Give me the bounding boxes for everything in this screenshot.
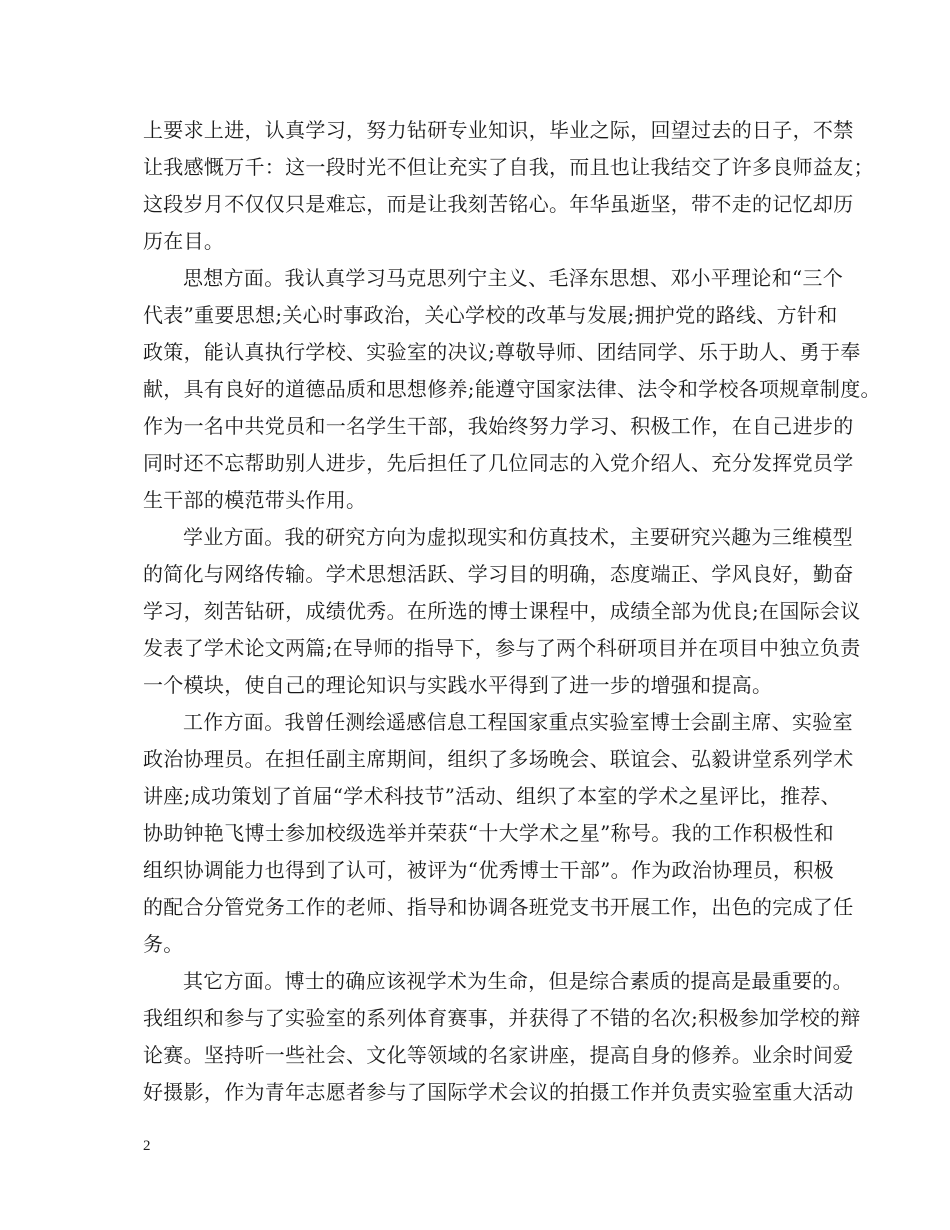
text-line: 同时还不忘帮助别人进步，先后担任了几位同志的入党介绍人、充分发挥党员学 bbox=[143, 451, 854, 475]
text-line: 论赛。坚持听一些社会、文化等领域的名家讲座，提高自身的修养。业余时间爱 bbox=[143, 1043, 854, 1067]
text-line: 上要求上进，认真学习，努力钻研专业知识，毕业之际，回望过去的日子，不禁 bbox=[143, 118, 854, 142]
document-body bbox=[143, 112, 881, 1111]
text-line: 思想方面。我认真学习马克思列宁主义、毛泽东思想、邓小平理论和“三个 bbox=[183, 266, 844, 290]
paragraph-ideology bbox=[143, 260, 881, 519]
text-line: 讲座;成功策划了首届“学术科技节”活动、组织了本室的学术之星评比，推荐、 bbox=[143, 784, 841, 808]
text-line: 让我感慨万千：这一段时光不但让充实了自我，而且也让我结交了许多良师益友； bbox=[143, 155, 874, 179]
text-line: 其它方面。博士的确应该视学术为生命，但是综合素质的提高是最重要的。 bbox=[183, 969, 853, 993]
text-line: 生干部的模范带头作用。 bbox=[143, 488, 367, 512]
text-line: 协助钟艳飞博士参加校级选举并荣获“十大学术之星”称号。我的工作积极性和 bbox=[143, 821, 834, 845]
text-line: 政策，能认真执行学校、实验室的决议;尊敬导师、团结同学、乐于助人、勇于奉 bbox=[143, 340, 861, 364]
paragraph-work bbox=[143, 704, 854, 963]
paragraph-intro-continuation bbox=[143, 112, 874, 260]
text-line: 的配合分管党务工作的老师、指导和协调各班党支书开展工作，出色的完成了任 bbox=[143, 895, 854, 919]
text-line: 好摄影，作为青年志愿者参与了国际学术会议的拍摄工作并负责实验室重大活动 bbox=[143, 1080, 854, 1104]
text-line: 我组织和参与了实验室的系列体育赛事，并获得了不错的名次;积极参加学校的辩 bbox=[143, 1006, 861, 1030]
text-line: 一个模块，使自己的理论知识与实践水平得到了进一步的增强和提高。 bbox=[143, 673, 773, 697]
text-line: 学业方面。我的研究方向为虚拟现实和仿真技术，主要研究兴趣为三维模型 bbox=[183, 525, 853, 549]
text-line: 代表”重要思想;关心时事政治，关心学校的改革与发展;拥护党的路线、方针和 bbox=[143, 303, 838, 327]
text-line: 政治协理员。在担任副主席期间，组织了多场晚会、联谊会、弘毅讲堂系列学术 bbox=[143, 747, 854, 771]
text-line: 学习，刻苦钻研，成绩优秀。在所选的博士课程中，成绩全部为优良;在国际会议 bbox=[143, 599, 861, 623]
text-line: 这段岁月不仅仅只是难忘，而是让我刻苦铭心。年华虽逝坚，带不走的记忆却历 bbox=[143, 192, 854, 216]
text-line: 发表了学术论文两篇;在导师的指导下，参与了两个科研项目并在项目中独立负责 bbox=[143, 636, 861, 660]
text-line: 工作方面。我曾任测绘遥感信息工程国家重点实验室博士会副主席、实验室 bbox=[183, 710, 853, 734]
page-number: 2 bbox=[143, 1138, 151, 1154]
text-line: 务。 bbox=[143, 932, 184, 956]
paragraph-other bbox=[143, 963, 861, 1111]
text-line: 作为一名中共党员和一名学生干部，我始终努力学习、积极工作，在自己进步的 bbox=[143, 414, 854, 438]
text-line: 献，具有良好的道德品质和思想修养;能遵守国家法律、法令和学校各项规章制度。 bbox=[143, 377, 881, 401]
paragraph-academics bbox=[143, 519, 861, 704]
text-line: 组织协调能力也得到了认可，被评为“优秀博士干部”。作为政治协理员，积极 bbox=[143, 858, 834, 882]
text-line: 的简化与网络传输。学术思想活跃、学习目的明确，态度端正、学风良好，勤奋 bbox=[143, 562, 854, 586]
text-line: 历在目。 bbox=[143, 229, 225, 253]
